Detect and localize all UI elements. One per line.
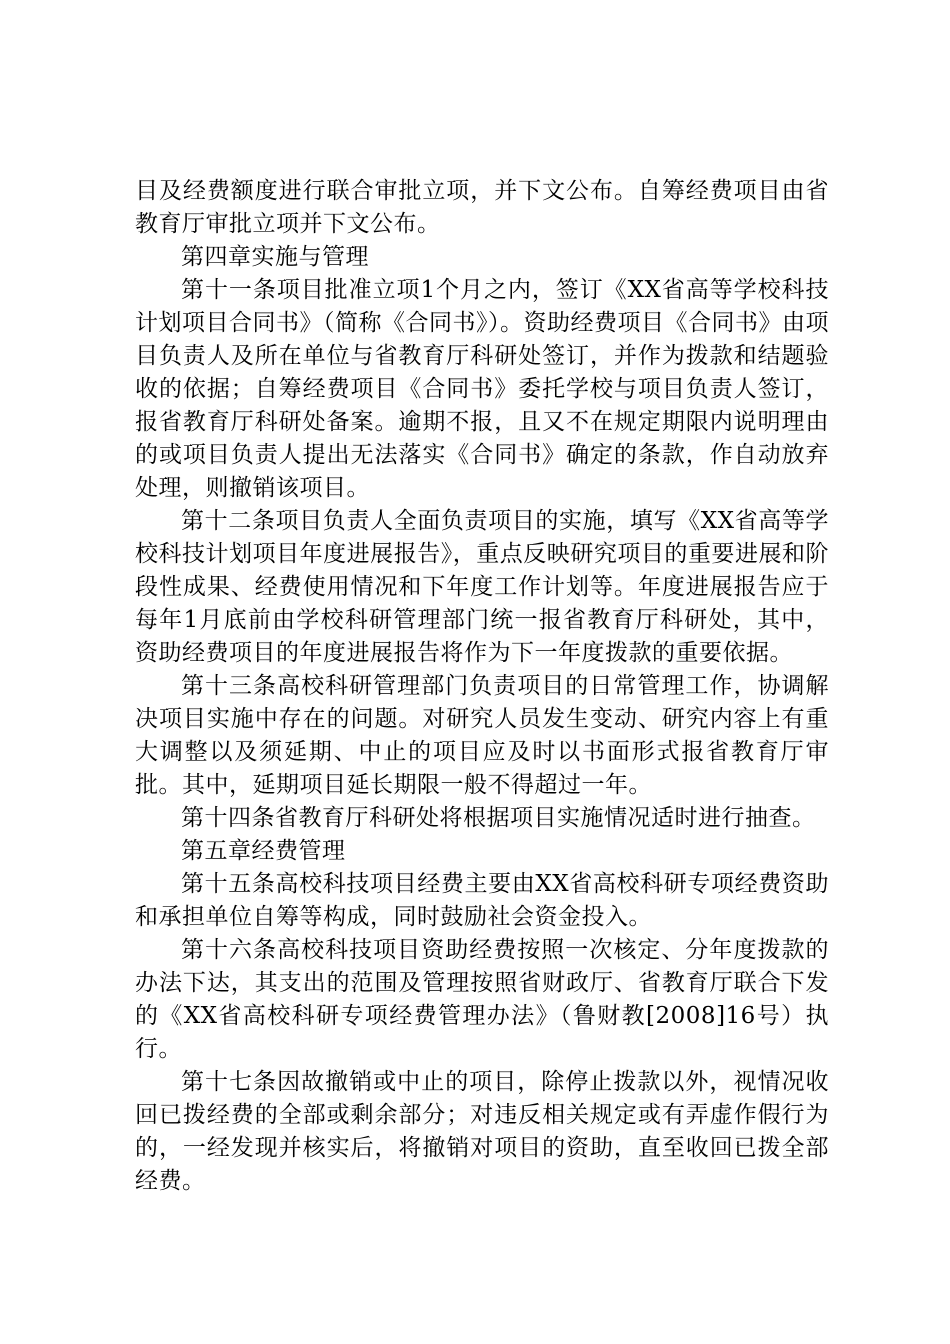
article-13: 第十三条高校科研管理部门负责项目的日常管理工作，协调解决项目实施中存在的问题。对研究人员发生变动、研究内容上有重大调整以及须延期、中止的项目应及时以书面形式报省教育厅审批。其中，延期项目延长期限一般不得超过一年。 bbox=[135, 673, 829, 798]
chapter-heading-4: 第四章实施与管理 bbox=[181, 244, 369, 270]
article-14: 第十四条省教育厅科研处将根据项目实施情况适时进行抽查。 bbox=[181, 805, 816, 831]
article-11: 第十一条项目批准立项1个月之内，签订《XX省高等学校科技计划项目合同书》（简称《合同书》）。资助经费项目《合同书》由项目负责人及所在单位与省教育厅科研处签订，并作为拨款和结题验收的依据；自筹经费项目《合同书》委托学校与项目负责人签订，报省教育厅科研处备案。逾期不报，且又不在规定期限内说明理由的或项目负责人提出无法落实《合同书》确定的条款，作自动放弃处理，则撤销该项目。 bbox=[135, 277, 829, 501]
article-15: 第十五条高校科技项目经费主要由XX省高校科研专项经费资助和承担单位自筹等构成，同时鼓励社会资金投入。 bbox=[135, 871, 829, 930]
chapter-heading-5: 第五章经费管理 bbox=[181, 838, 346, 864]
article-17: 第十七条因故撤销或中止的项目，除停止拨款以外，视情况收回已拨经费的全部或剩余部分；对违反相关规定或有弄虚作假行为的，一经发现并核实后，将撤销对项目的资助，直至收回已拨全部经费。 bbox=[135, 1069, 829, 1194]
article-16: 第十六条高校科技项目资助经费按照一次核定、分年度拨款的办法下达，其支出的范围及管理按照省财政厅、省教育厅联合下发的《XX省高校科研专项经费管理办法》（鲁财教[2008]16号）执行。 bbox=[135, 937, 829, 1062]
paragraph-continuation: 目及经费额度进行联合审批立项，并下文公布。自筹经费项目由省教育厅审批立项并下文公布。 bbox=[135, 178, 829, 237]
document-body bbox=[135, 175, 829, 1198]
article-12: 第十二条项目负责人全面负责项目的实施，填写《XX省高等学校科技计划项目年度进展报告》，重点反映研究项目的重要进展和阶段性成果、经费使用情况和下年度工作计划等。年度进展报告应于每年1月底前由学校科研管理部门统一报省教育厅科研处，其中，资助经费项目的年度进展报告将作为下一年度拨款的重要依据。 bbox=[135, 508, 829, 666]
